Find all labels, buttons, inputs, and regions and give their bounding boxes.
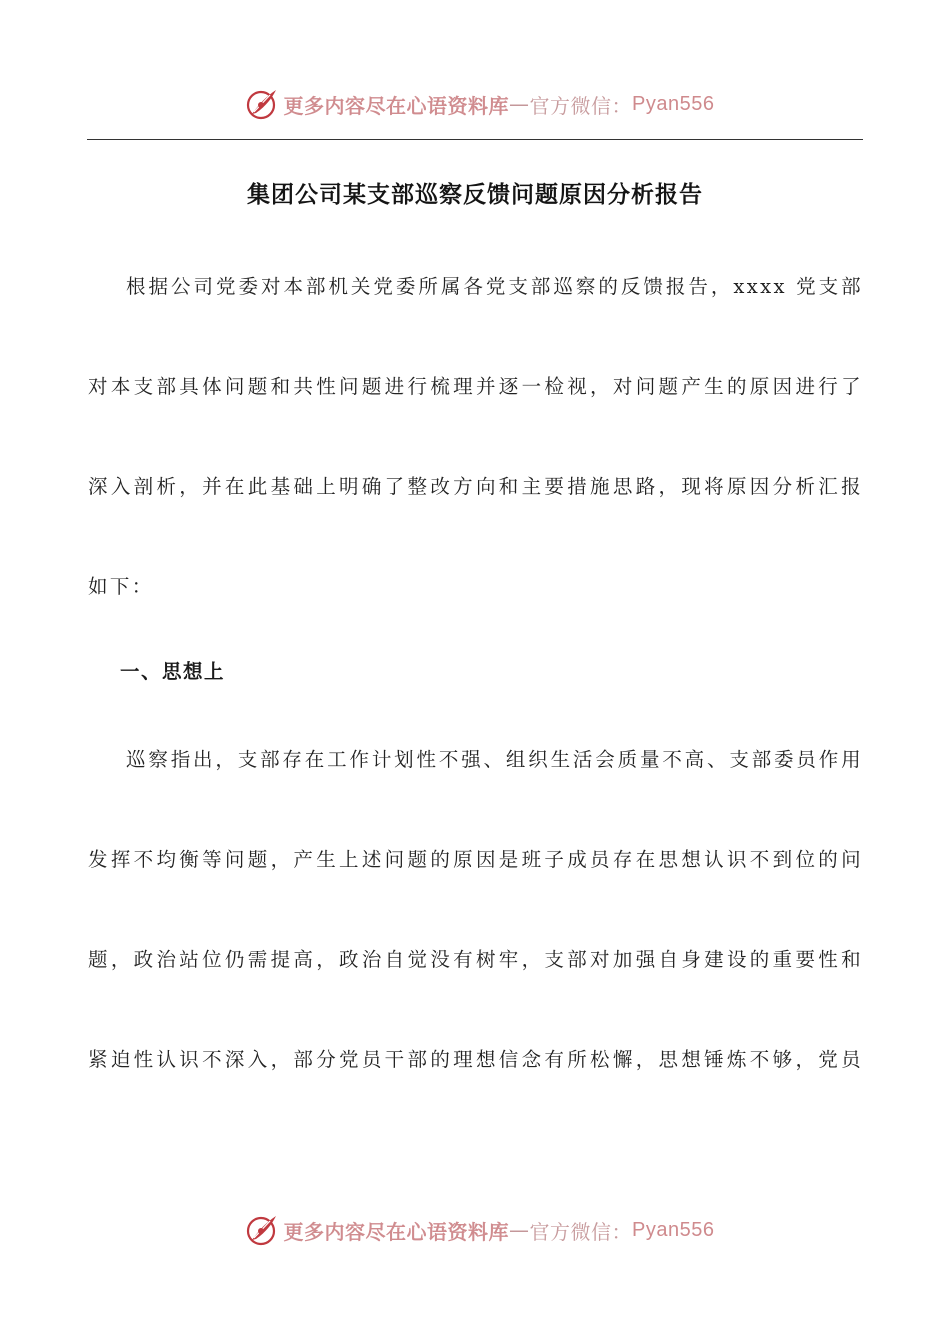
quill-pen-circle-icon <box>244 86 280 122</box>
header-banner <box>0 82 950 126</box>
footer-wechat-id: Pyan556 <box>632 1218 715 1241</box>
intro-line-3: 深入剖析，并在此基础上明确了整改方向和主要措施思路，现将原因分析汇报 <box>88 475 863 498</box>
banner-wechat-label: 官方微信： <box>529 93 633 118</box>
section-heading-ideology: 一、思想上 <box>120 660 226 683</box>
section1-line-2: 发挥不均衡等问题，产生上述问题的原因是班子成员存在思想认识不到位的问 <box>88 848 863 871</box>
footer-wechat-label: 官方微信： <box>529 1219 633 1244</box>
intro-line-2: 对本支部具体问题和共性问题进行梳理并逐一检视，对问题产生的原因进行了 <box>88 375 863 398</box>
footer-banner-content <box>244 1212 715 1248</box>
footer-separator: — <box>509 1218 530 1242</box>
banner-separator: — <box>509 92 530 116</box>
intro-paragraph <box>88 237 863 637</box>
section1-line-1: 巡察指出，支部存在工作计划性不强、组织生活会质量不高、支部委员作用 <box>126 748 863 771</box>
section1-line-4: 紧迫性认识不深入，部分党员干部的理想信念有所松懈，思想锤炼不够，党员 <box>88 1048 863 1071</box>
banner-site-text: 更多内容尽在心语资料库 <box>283 93 510 118</box>
footer-site-text: 更多内容尽在心语资料库 <box>283 1219 510 1244</box>
banner-wechat-id: Pyan556 <box>632 92 715 115</box>
section1-paragraph <box>88 710 863 1110</box>
footer-banner <box>0 1208 950 1252</box>
intro-line-1: 根据公司党委对本部机关党委所属各党支部巡察的反馈报告，xxxx 党支部 <box>126 275 863 298</box>
document-title: 集团公司某支部巡察反馈问题原因分析报告 <box>247 182 703 208</box>
header-banner-content <box>244 86 715 122</box>
section1-line-3: 题，政治站位仍需提高，政治自觉没有树牢，支部对加强自身建设的重要性和 <box>88 948 863 971</box>
intro-line-4: 如下： <box>88 575 154 598</box>
quill-pen-circle-icon <box>244 1212 280 1248</box>
header-divider <box>87 139 863 140</box>
